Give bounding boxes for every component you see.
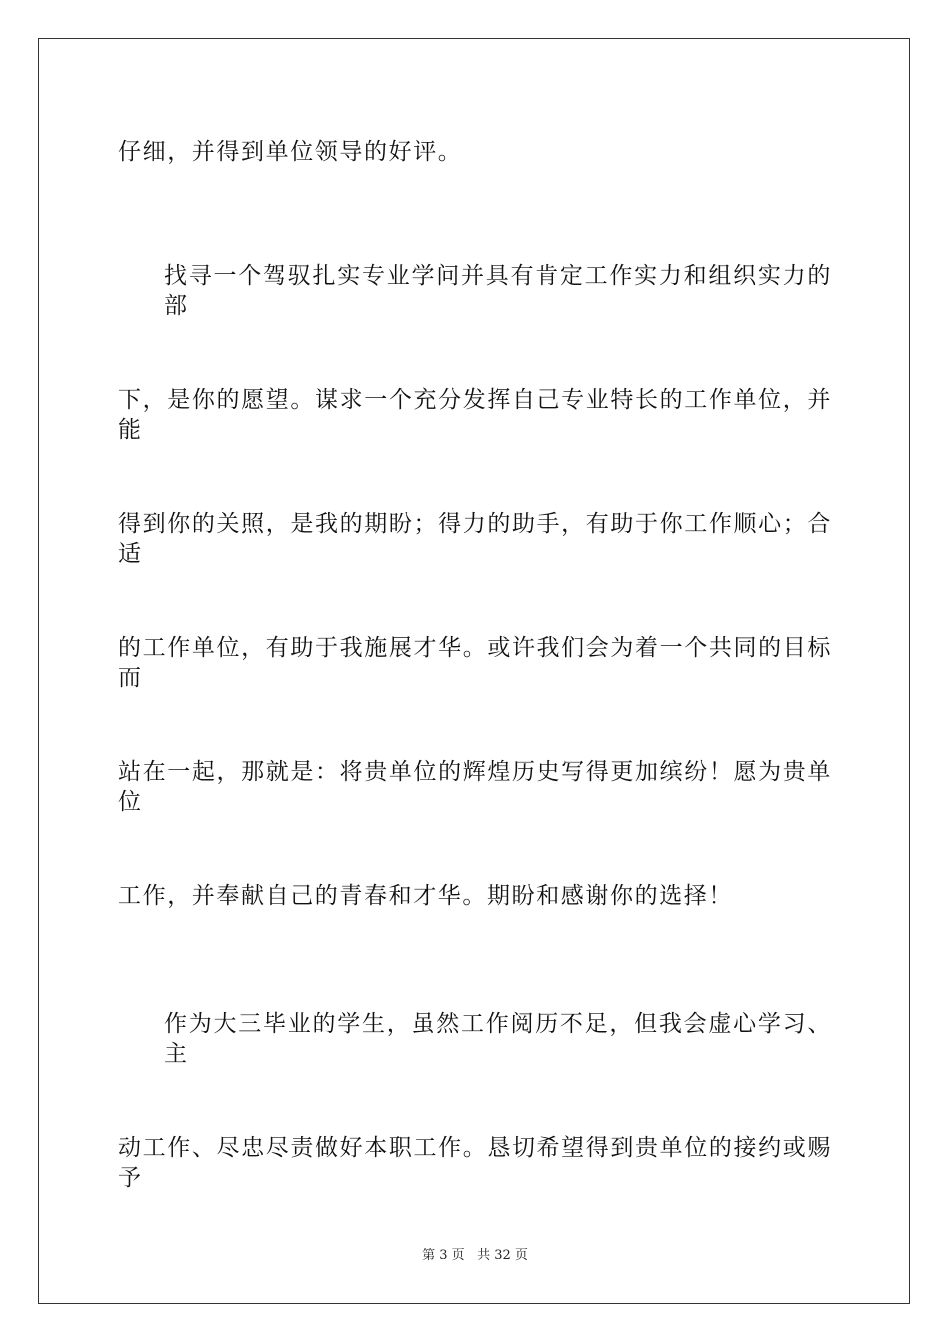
- paragraph-line-2: 找寻一个驾驭扎实专业学问并具有肯定工作实力和组织实力的部: [164, 263, 832, 319]
- page-total: 共 32 页: [477, 1248, 528, 1263]
- paragraph-line-3: 下，是你的愿望。谋求一个充分发挥自己专业特长的工作单位，并能: [118, 387, 832, 443]
- page-footer: [0, 1247, 950, 1265]
- paragraph-line-5: 的工作单位，有助于我施展才华。或许我们会为着一个共同的目标而: [118, 635, 832, 691]
- paragraph-line-8: 作为大三毕业的学生，虽然工作阅历不足，但我会虚心学习、主: [164, 1011, 832, 1067]
- paragraph-line-1: 仔细，并得到单位领导的好评。: [118, 139, 463, 165]
- paragraph-line-4: 得到你的关照，是我的期盼；得力的助手，有助于你工作顺心；合适: [118, 511, 832, 567]
- paragraph-line-6: 站在一起，那就是：将贵单位的辉煌历史写得更加缤纷！愿为贵单位: [118, 759, 832, 815]
- page-number: 第 3 页: [422, 1248, 465, 1263]
- paragraph-line-7: 工作，并奉献自己的青春和才华。期盼和感谢你的选择！: [118, 883, 733, 909]
- paragraph-line-9: 动工作、尽忠尽责做好本职工作。恳切希望得到贵单位的接约或赐予: [118, 1135, 832, 1191]
